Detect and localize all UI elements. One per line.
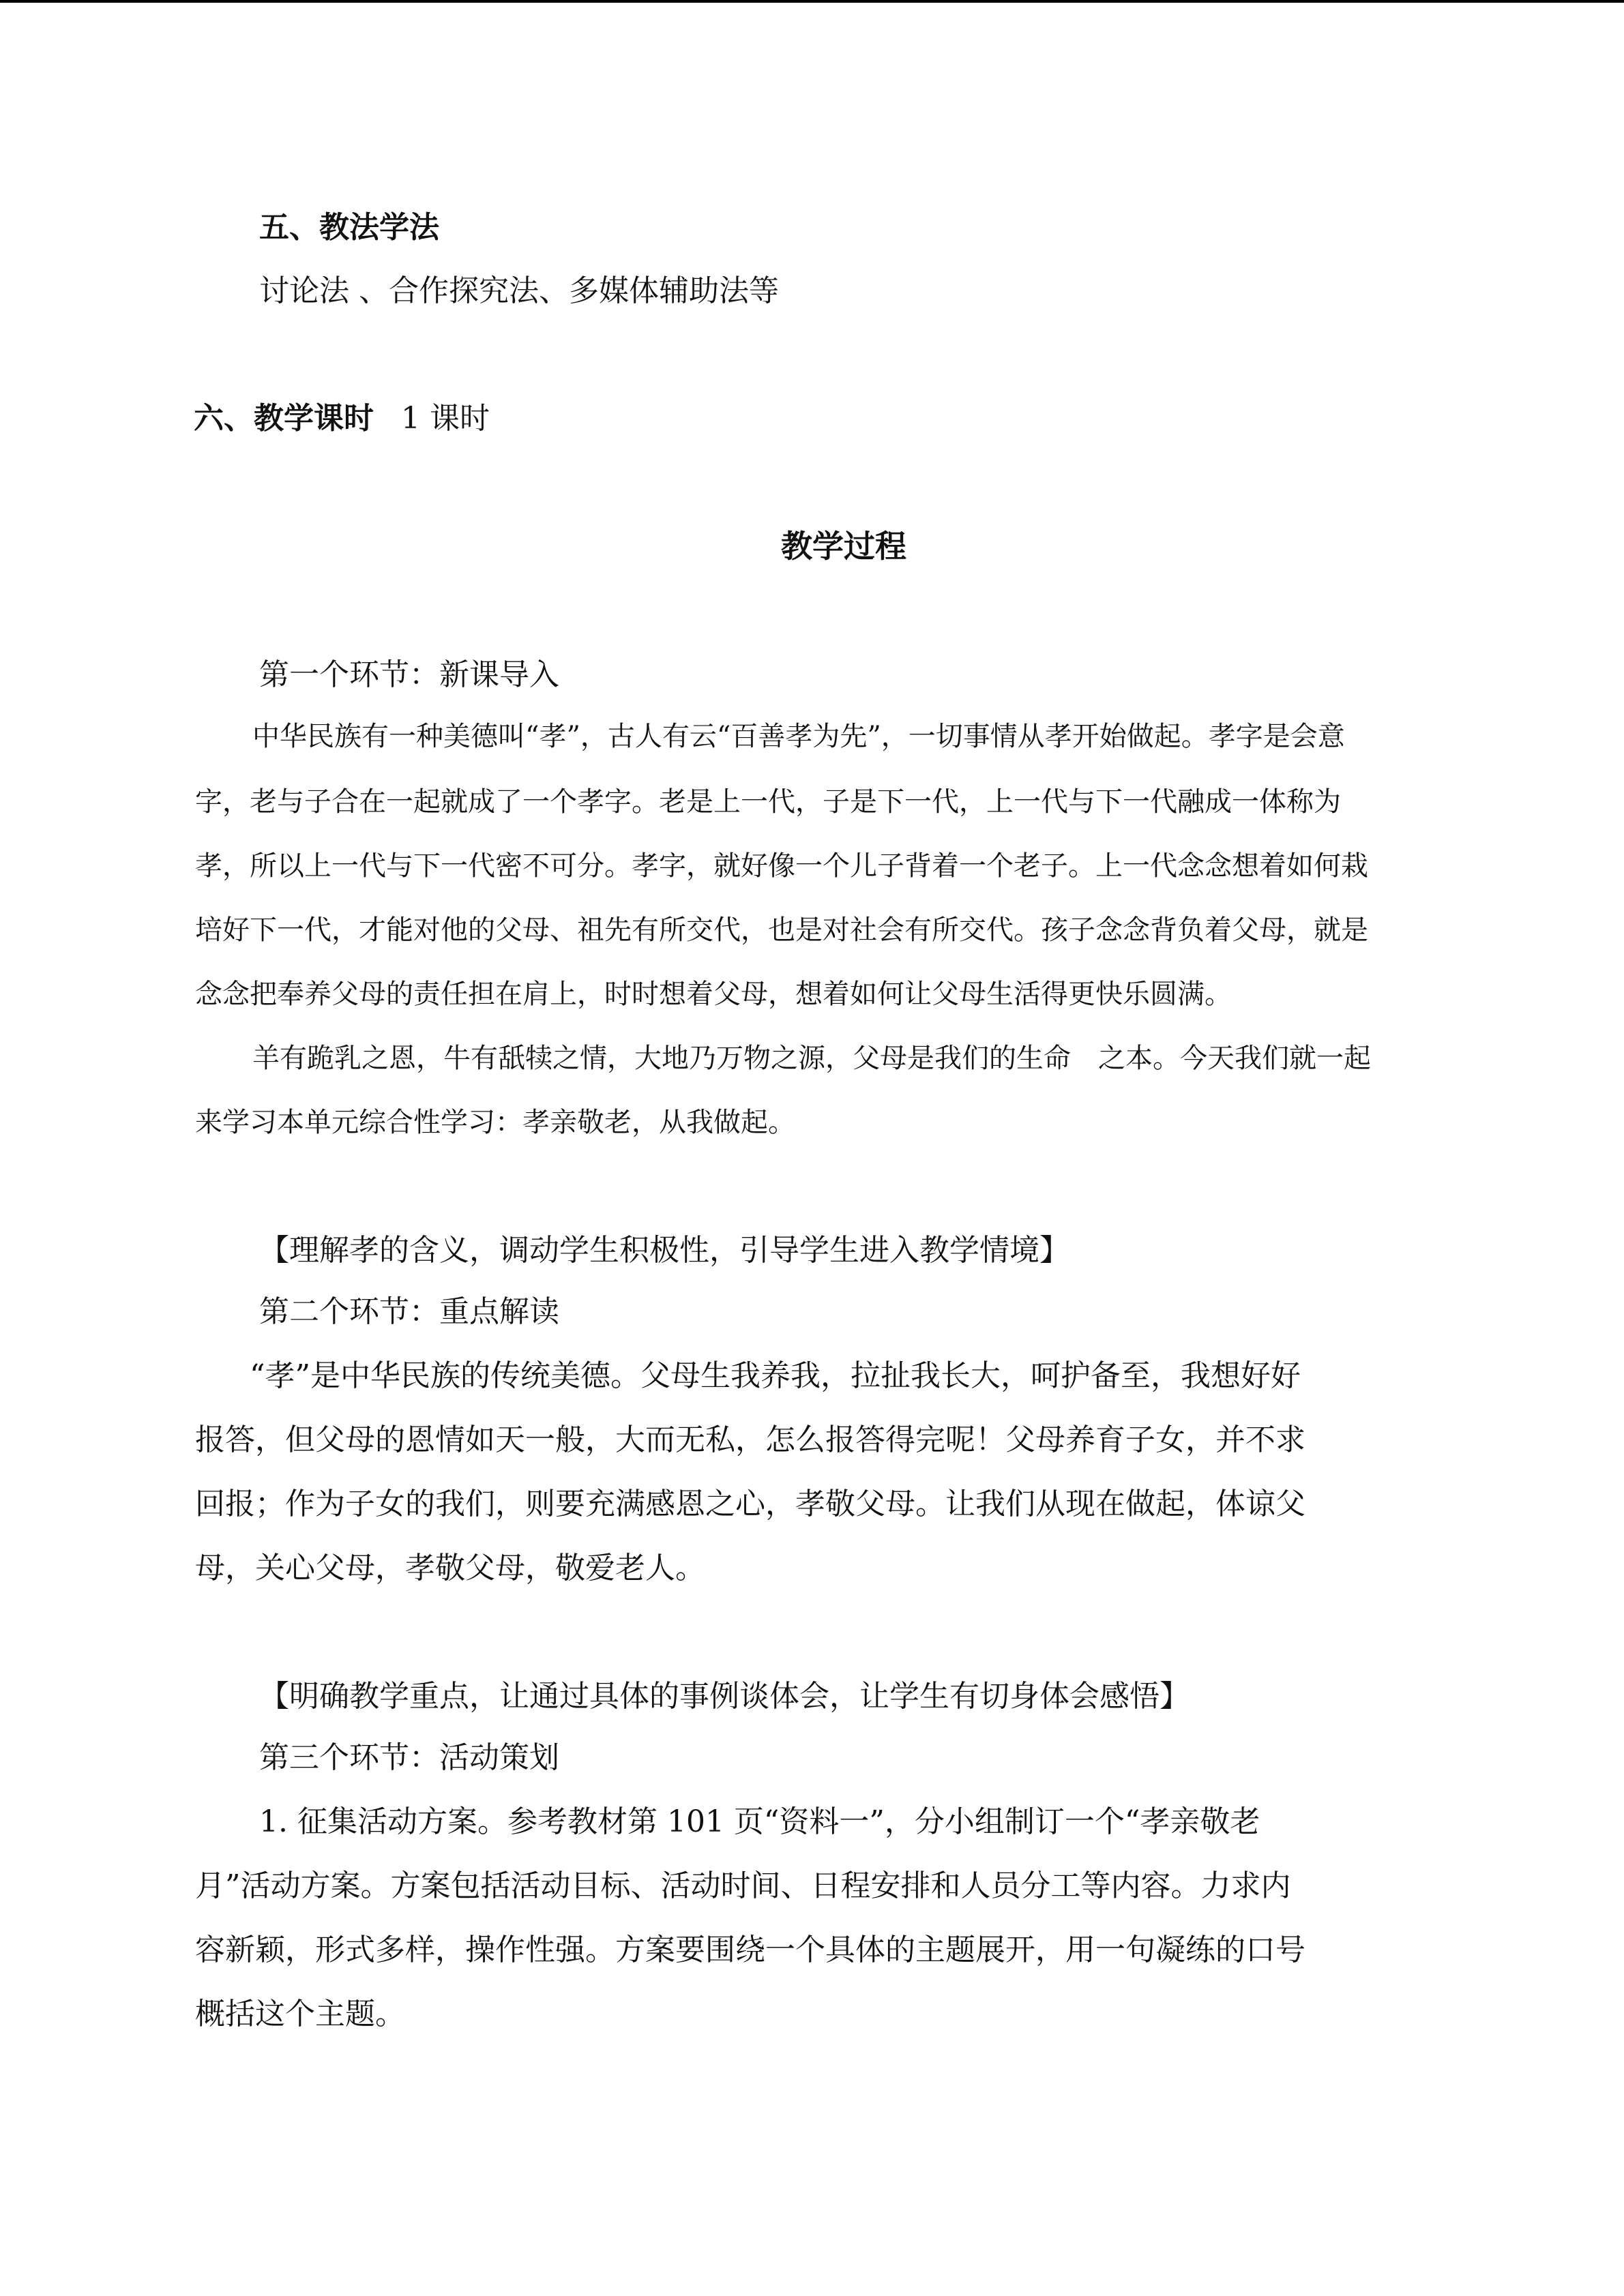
process-title: 教学过程 [781, 528, 906, 565]
section6-heading: 六、教学课时 [194, 401, 374, 436]
stage3-para-line: 1. 征集活动方案。参考教材第 101 页“资料一”，分小组制订一个“孝亲敬老 [259, 1804, 1260, 1839]
stage1-para1-line: 念念把奉养父母的责任担在肩上，时时想着父母，想着如何让父母生活得更快乐圆满。 [195, 979, 1232, 1010]
stage3-title: 第三个环节：活动策划 [259, 1740, 559, 1775]
stage1-note: 【理解孝的含义，调动学生积极性，引导学生进入教学情境】 [259, 1233, 1069, 1268]
stage2-note: 【明确教学重点，让通过具体的事例谈体会，让学生有切身体会感悟】 [259, 1679, 1190, 1714]
stage2-para-line: 母，关心父母，孝敬父母，敬爱老人。 [195, 1551, 705, 1585]
stage3-para-line: 月”活动方案。方案包括活动目标、活动时间、日程安排和人员分工等内容。力求内 [195, 1868, 1291, 1903]
stage1-para1-line: 培好下一代，才能对他的父母、祖先有所交代，也是对社会有所交代。孩子念念背负着父母，就是 [195, 914, 1368, 946]
stage1-para1-line: 孝，所以上一代与下一代密不可分。孝字，就好像一个儿子背着一个老子。上一代念念想着如何栽 [195, 850, 1368, 882]
stage1-para2-line: 羊有跪乳之恩，牛有舐犊之情，大地乃万物之源，父母是我们的生命 之本。今天我们就一起 [252, 1043, 1371, 1074]
stage1-para1-line: 中华民族有一种美德叫“孝”，古人有云“百善孝为先”，一切事情从孝开始做起。孝字是会意 [252, 721, 1345, 752]
section5-body: 讨论法 、合作探究法、多媒体辅助法等 [259, 273, 779, 308]
stage1-title: 第一个环节：新课导入 [259, 657, 559, 692]
stage2-para-line: “孝”是中华民族的传统美德。父母生我养我，拉扯我长大，呵护备至，我想好好 [250, 1358, 1301, 1393]
stage2-para-line: 报答，但父母的恩情如天一般，大而无私，怎么报答得完呢！父母养育子女，并不求 [195, 1422, 1305, 1457]
stage3-para-line: 概括这个主题。 [195, 1997, 405, 2031]
stage1-para1-line: 字，老与子合在一起就成了一个孝字。老是上一代，子是下一代，上一代与下一代融成一体称为 [195, 786, 1341, 818]
stage1-para2-line: 来学习本单元综合性学习：孝亲敬老，从我做起。 [195, 1107, 795, 1138]
stage2-para-line: 回报；作为子女的我们，则要充满感恩之心，孝敬父母。让我们从现在做起，体谅父 [195, 1487, 1305, 1521]
stage2-title: 第二个环节：重点解读 [259, 1294, 559, 1329]
section6-row [194, 401, 490, 436]
section5-heading: 五、教法学法 [259, 210, 439, 245]
section6-value: 1 课时 [401, 401, 490, 436]
stage3-para-line: 容新颖，形式多样，操作性强。方案要围绕一个具体的主题展开，用一句凝练的口号 [195, 1933, 1305, 1967]
